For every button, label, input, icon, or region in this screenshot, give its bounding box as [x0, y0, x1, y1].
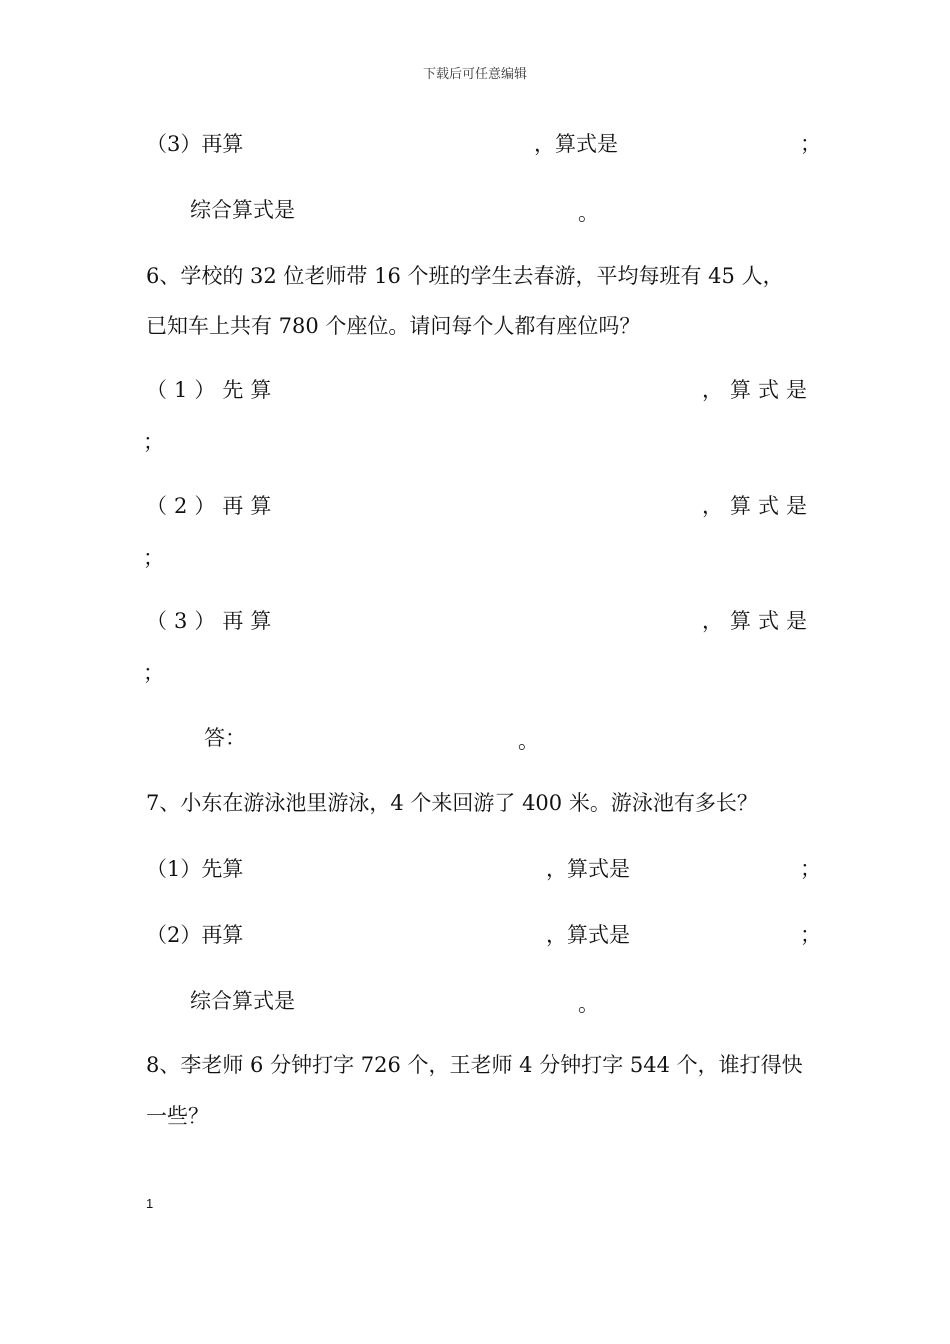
q8-question-line2: 一些？ — [146, 1104, 209, 1128]
q6-step3-end: ； — [143, 661, 164, 685]
q8-question-line1: 8、李老师 6 分钟打字 726 个，王老师 4 分钟打字 544 个，谁打得快 — [146, 1053, 803, 1077]
q5-step3-end: ； — [800, 132, 821, 156]
q7-step2-formula-label: ，算式是 — [546, 923, 630, 947]
q6-question-line1: 6、学校的 32 位老师带 16 个班的学生去春游，平均每班有 45 人， — [146, 264, 784, 288]
q5-combined-end: 。 — [578, 201, 599, 225]
q6-step3-formula-label: ，算式是 — [702, 609, 814, 633]
page-header: 下载后可任意编辑 — [422, 67, 527, 82]
q5-step3-formula-label: ，算式是 — [534, 132, 618, 156]
q7-step1-end: ； — [800, 857, 821, 881]
q7-step2-label: （2）再算 — [146, 923, 244, 947]
q7-question-line1: 7、小东在游泳池里游泳，4 个来回游了 400 米。游泳池有多长？ — [146, 791, 758, 815]
q7-combined-label: 综合算式是 — [190, 989, 295, 1013]
q5-combined-label: 综合算式是 — [190, 198, 295, 222]
q6-step2-formula-label: ，算式是 — [702, 494, 814, 518]
q6-step1-label: （1）先算 — [146, 378, 279, 402]
q6-answer-label: 答： — [204, 726, 246, 750]
q6-step1-end: ； — [143, 430, 164, 454]
q6-step1-formula-label: ，算式是 — [702, 378, 814, 402]
q7-step1-label: （1）先算 — [146, 857, 244, 881]
q6-question-line2: 已知车上共有 780 个座位。请问每个人都有座位吗？ — [146, 314, 641, 338]
q7-combined-end: 。 — [578, 992, 599, 1016]
page-number: 1 — [146, 1196, 154, 1211]
q6-step3-label: （3）再算 — [146, 609, 279, 633]
q5-step3-label: （3）再算 — [146, 132, 244, 156]
q6-answer-end: 。 — [518, 729, 539, 753]
q6-step2-end: ； — [143, 546, 164, 570]
q7-step2-end: ； — [800, 923, 821, 947]
q6-step2-label: （2）再算 — [146, 494, 279, 518]
q7-step1-formula-label: ，算式是 — [546, 857, 630, 881]
